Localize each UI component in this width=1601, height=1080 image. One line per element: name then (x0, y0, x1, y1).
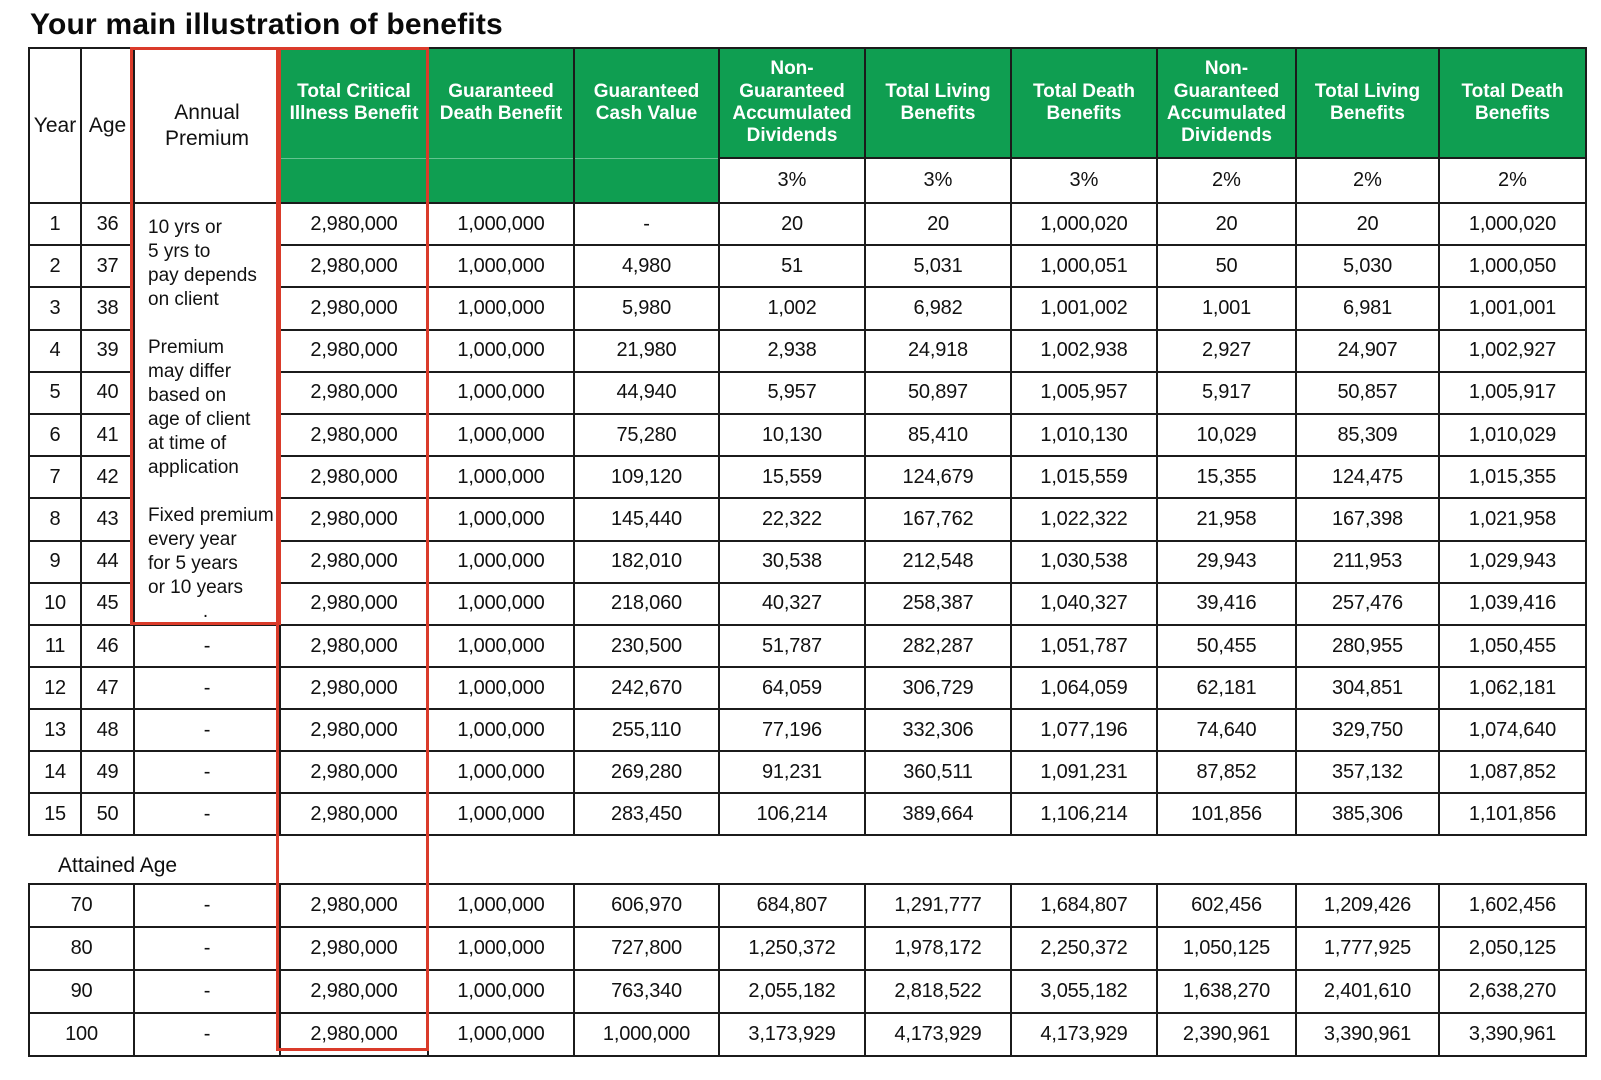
value-cell: 1,777,925 (1296, 927, 1439, 970)
header-row (29, 48, 1586, 158)
value-cell: 606,970 (574, 884, 719, 927)
value-cell: 3,390,961 (1296, 1013, 1439, 1056)
value-cell: 2,980,000 (280, 709, 428, 751)
value-cell: 727,800 (574, 927, 719, 970)
value-cell: 385,306 (1296, 793, 1439, 835)
value-cell: 124,679 (865, 456, 1011, 498)
value-cell: 40,327 (719, 583, 865, 625)
year-cell: 7 (29, 456, 81, 498)
value-cell: 3,055,182 (1011, 970, 1157, 1013)
value-cell: 50,897 (865, 372, 1011, 414)
value-cell: 1,101,856 (1439, 793, 1586, 835)
value-cell: 280,955 (1296, 625, 1439, 667)
age-cell: 49 (81, 751, 134, 793)
table-row (29, 1013, 1586, 1056)
value-cell: 2,818,522 (865, 970, 1011, 1013)
value-cell: 1,091,231 (1011, 751, 1157, 793)
value-cell: 3,390,961 (1439, 1013, 1586, 1056)
year-cell: 15 (29, 793, 81, 835)
column-header-non-guaranteed-dividends-3pct: Non-Guaranteed Accumulated Dividends (719, 48, 865, 158)
value-cell: 15,559 (719, 456, 865, 498)
year-cell: 12 (29, 667, 81, 709)
value-cell: 2,980,000 (280, 583, 428, 625)
value-cell: 2,980,000 (280, 884, 428, 927)
value-cell: 87,852 (1157, 751, 1296, 793)
column-header-annual-premium: Annual Premium (134, 48, 280, 203)
value-cell: 50 (1157, 245, 1296, 287)
value-cell: 51,787 (719, 625, 865, 667)
rate-cell: 2% (1157, 158, 1296, 203)
table-row (29, 709, 1586, 751)
value-cell: 1,000,000 (428, 541, 574, 583)
value-cell: 2,980,000 (280, 330, 428, 372)
premium-note-line: 10 yrs or (148, 217, 222, 238)
premium-note-line: Fixed premium (148, 505, 274, 526)
main-benefits-table (28, 47, 1587, 836)
value-cell: 1,602,456 (1439, 884, 1586, 927)
value-cell: 145,440 (574, 498, 719, 540)
premium-note-line: age of client (148, 409, 251, 430)
value-cell: 1,087,852 (1439, 751, 1586, 793)
column-header-guaranteed-cash-value: Guaranteed Cash Value (574, 48, 719, 158)
premium-cell: - (134, 751, 280, 793)
value-cell: 1,000,020 (1011, 203, 1157, 245)
value-cell: 242,670 (574, 667, 719, 709)
age-cell: 38 (81, 287, 134, 329)
age-cell: 36 (81, 203, 134, 245)
value-cell: 1,015,355 (1439, 456, 1586, 498)
value-cell: 30,538 (719, 541, 865, 583)
value-cell: 20 (865, 203, 1011, 245)
page-title: Your main illustration of benefits (30, 8, 503, 41)
rate-cell-blank (280, 158, 428, 203)
premium-note-line: on client (148, 289, 219, 310)
value-cell: 258,387 (865, 583, 1011, 625)
value-cell: - (574, 203, 719, 245)
premium-note-line: or 10 years (148, 577, 244, 598)
year-cell: 11 (29, 625, 81, 667)
value-cell: 124,475 (1296, 456, 1439, 498)
year-cell: 3 (29, 287, 81, 329)
column-header-total-living-benefits-2pct: Total Living Benefits (1296, 48, 1439, 158)
year-cell: 14 (29, 751, 81, 793)
value-cell: 2,980,000 (280, 793, 428, 835)
premium-note-line: 5 yrs to (148, 241, 211, 262)
value-cell: 1,638,270 (1157, 970, 1296, 1013)
column-header-total-living-benefits-3pct: Total Living Benefits (865, 48, 1011, 158)
value-cell: 2,980,000 (280, 498, 428, 540)
value-cell: 257,476 (1296, 583, 1439, 625)
value-cell: 15,355 (1157, 456, 1296, 498)
value-cell: 85,410 (865, 414, 1011, 456)
benefits-illustration (28, 47, 1585, 1057)
premium-note-cell (134, 203, 280, 625)
age-cell: 42 (81, 456, 134, 498)
table-row (29, 884, 1586, 927)
value-cell: 1,000,000 (428, 498, 574, 540)
rate-cell: 3% (1011, 158, 1157, 203)
value-cell: 306,729 (865, 667, 1011, 709)
column-header-total-critical-illness-benefit: Total Critical Illness Benefit (280, 48, 428, 158)
value-cell: 2,980,000 (280, 751, 428, 793)
year-cell: 13 (29, 709, 81, 751)
premium-note-line: every year (148, 529, 237, 550)
attained-age-label: Attained Age (58, 854, 178, 877)
value-cell: 212,548 (865, 541, 1011, 583)
value-cell: 85,309 (1296, 414, 1439, 456)
value-cell: 2,980,000 (280, 245, 428, 287)
value-cell: 1,978,172 (865, 927, 1011, 970)
premium-cell: - (134, 927, 280, 970)
value-cell: 50,857 (1296, 372, 1439, 414)
value-cell: 1,000,000 (428, 884, 574, 927)
rate-cell-blank (428, 158, 574, 203)
column-header-total-death-benefits-3pct: Total Death Benefits (1011, 48, 1157, 158)
premium-note-line: for 5 years (148, 553, 238, 574)
value-cell: 10,029 (1157, 414, 1296, 456)
table-row (29, 667, 1586, 709)
table-row (29, 625, 1586, 667)
value-cell: 1,010,130 (1011, 414, 1157, 456)
value-cell: 1,291,777 (865, 884, 1011, 927)
table-header (29, 48, 1586, 203)
value-cell: 2,980,000 (280, 667, 428, 709)
value-cell: 1,000,000 (428, 414, 574, 456)
value-cell: 2,980,000 (280, 970, 428, 1013)
value-cell: 389,664 (865, 793, 1011, 835)
premium-note-line: may differ (148, 361, 232, 382)
column-header-total-death-benefits-2pct: Total Death Benefits (1439, 48, 1586, 158)
value-cell: 2,390,961 (1157, 1013, 1296, 1056)
value-cell: 269,280 (574, 751, 719, 793)
value-cell: 51 (719, 245, 865, 287)
premium-note-line: at time of (148, 433, 227, 454)
value-cell: 1,002,927 (1439, 330, 1586, 372)
value-cell: 218,060 (574, 583, 719, 625)
value-cell: 684,807 (719, 884, 865, 927)
attained-age-cell: 100 (29, 1013, 134, 1056)
value-cell: 2,980,000 (280, 541, 428, 583)
value-cell: 29,943 (1157, 541, 1296, 583)
value-cell: 1,021,958 (1439, 498, 1586, 540)
age-cell: 39 (81, 330, 134, 372)
value-cell: 1,000,000 (428, 203, 574, 245)
value-cell: 329,750 (1296, 709, 1439, 751)
value-cell: 167,398 (1296, 498, 1439, 540)
value-cell: 360,511 (865, 751, 1011, 793)
table-row (29, 203, 1586, 245)
age-cell: 45 (81, 583, 134, 625)
value-cell: 1,050,125 (1157, 927, 1296, 970)
age-cell: 43 (81, 498, 134, 540)
premium-cell: - (134, 970, 280, 1013)
value-cell: 1,010,029 (1439, 414, 1586, 456)
value-cell: 2,250,372 (1011, 927, 1157, 970)
main-table-body (29, 203, 1586, 835)
premium-cell: - (134, 709, 280, 751)
value-cell: 6,981 (1296, 287, 1439, 329)
value-cell: 1,015,559 (1011, 456, 1157, 498)
value-cell: 1,062,181 (1439, 667, 1586, 709)
value-cell: 20 (719, 203, 865, 245)
value-cell: 50,455 (1157, 625, 1296, 667)
attained-age-cell: 90 (29, 970, 134, 1013)
age-cell: 47 (81, 667, 134, 709)
value-cell: 2,980,000 (280, 1013, 428, 1056)
value-cell: 74,640 (1157, 709, 1296, 751)
premium-note-line: based on (148, 385, 227, 406)
value-cell: 4,980 (574, 245, 719, 287)
value-cell: 2,938 (719, 330, 865, 372)
value-cell: 77,196 (719, 709, 865, 751)
value-cell: 2,980,000 (280, 414, 428, 456)
value-cell: 1,001,001 (1439, 287, 1586, 329)
value-cell: 6,982 (865, 287, 1011, 329)
value-cell: 1,250,372 (719, 927, 865, 970)
rate-cell: 2% (1439, 158, 1586, 203)
value-cell: 1,000,050 (1439, 245, 1586, 287)
value-cell: 1,684,807 (1011, 884, 1157, 927)
value-cell: 1,000,000 (428, 372, 574, 414)
value-cell: 1,000,000 (428, 625, 574, 667)
value-cell: 1,040,327 (1011, 583, 1157, 625)
premium-note-line: Premium (148, 337, 225, 358)
value-cell: 44,940 (574, 372, 719, 414)
value-cell: 1,000,000 (428, 793, 574, 835)
value-cell: 1,000,000 (428, 245, 574, 287)
attained-age-cell: 80 (29, 927, 134, 970)
year-cell: 10 (29, 583, 81, 625)
rate-cell-blank (574, 158, 719, 203)
age-cell: 41 (81, 414, 134, 456)
age-cell: 37 (81, 245, 134, 287)
value-cell: 1,000,000 (428, 330, 574, 372)
rate-cell: 3% (719, 158, 865, 203)
value-cell: 21,958 (1157, 498, 1296, 540)
column-header-year: Year (29, 48, 81, 203)
value-cell: 211,953 (1296, 541, 1439, 583)
value-cell: 1,029,943 (1439, 541, 1586, 583)
year-cell: 9 (29, 541, 81, 583)
value-cell: 1,000,000 (574, 1013, 719, 1056)
value-cell: 20 (1296, 203, 1439, 245)
attained-age-table (28, 883, 1587, 1057)
value-cell: 1,001 (1157, 287, 1296, 329)
value-cell: 91,231 (719, 751, 865, 793)
table-row (29, 793, 1586, 835)
value-cell: 3,173,929 (719, 1013, 865, 1056)
value-cell: 5,980 (574, 287, 719, 329)
column-header-guaranteed-death-benefit: Guaranteed Death Benefit (428, 48, 574, 158)
year-cell: 1 (29, 203, 81, 245)
value-cell: 1,000,000 (428, 1013, 574, 1056)
age-cell: 40 (81, 372, 134, 414)
value-cell: 1,022,322 (1011, 498, 1157, 540)
value-cell: 1,000,000 (428, 709, 574, 751)
premium-cell: - (134, 667, 280, 709)
year-cell: 8 (29, 498, 81, 540)
value-cell: 1,039,416 (1439, 583, 1586, 625)
value-cell: 255,110 (574, 709, 719, 751)
value-cell: 75,280 (574, 414, 719, 456)
value-cell: 5,030 (1296, 245, 1439, 287)
year-cell: 5 (29, 372, 81, 414)
value-cell: 763,340 (574, 970, 719, 1013)
premium-cell: - (134, 1013, 280, 1056)
value-cell: 1,106,214 (1011, 793, 1157, 835)
premium-note-line: application (148, 457, 239, 478)
year-cell: 6 (29, 414, 81, 456)
value-cell: 1,000,051 (1011, 245, 1157, 287)
value-cell: 2,055,182 (719, 970, 865, 1013)
value-cell: 2,980,000 (280, 203, 428, 245)
value-cell: 4,173,929 (865, 1013, 1011, 1056)
value-cell: 109,120 (574, 456, 719, 498)
value-cell: 24,907 (1296, 330, 1439, 372)
value-cell: 1,050,455 (1439, 625, 1586, 667)
age-cell: 46 (81, 625, 134, 667)
value-cell: 2,927 (1157, 330, 1296, 372)
value-cell: 1,051,787 (1011, 625, 1157, 667)
attained-table-body (29, 884, 1586, 1056)
value-cell: 24,918 (865, 330, 1011, 372)
value-cell: 357,132 (1296, 751, 1439, 793)
value-cell: 182,010 (574, 541, 719, 583)
value-cell: 1,001,002 (1011, 287, 1157, 329)
value-cell: 39,416 (1157, 583, 1296, 625)
table-row (29, 970, 1586, 1013)
value-cell: 2,980,000 (280, 287, 428, 329)
value-cell: 106,214 (719, 793, 865, 835)
value-cell: 1,000,000 (428, 287, 574, 329)
value-cell: 2,980,000 (280, 372, 428, 414)
table-row (29, 751, 1586, 793)
value-cell: 2,980,000 (280, 456, 428, 498)
value-cell: 4,173,929 (1011, 1013, 1157, 1056)
value-cell: 2,050,125 (1439, 927, 1586, 970)
premium-cell: - (134, 884, 280, 927)
value-cell: 304,851 (1296, 667, 1439, 709)
premium-note-line (148, 312, 277, 336)
value-cell: 2,980,000 (280, 625, 428, 667)
value-cell: 5,917 (1157, 372, 1296, 414)
year-cell: 4 (29, 330, 81, 372)
value-cell: 167,762 (865, 498, 1011, 540)
value-cell: 283,450 (574, 793, 719, 835)
value-cell: 20 (1157, 203, 1296, 245)
value-cell: 1,030,538 (1011, 541, 1157, 583)
value-cell: 1,005,957 (1011, 372, 1157, 414)
year-cell: 2 (29, 245, 81, 287)
value-cell: 2,638,270 (1439, 970, 1586, 1013)
value-cell: 1,000,000 (428, 751, 574, 793)
value-cell: 282,287 (865, 625, 1011, 667)
premium-note-line: pay depends (148, 265, 257, 286)
premium-cell: - (134, 793, 280, 835)
premium-note-line: . (202, 601, 209, 622)
premium-cell: - (134, 625, 280, 667)
attained-age-cell: 70 (29, 884, 134, 927)
value-cell: 1,074,640 (1439, 709, 1586, 751)
value-cell: 2,980,000 (280, 927, 428, 970)
rate-cell: 2% (1296, 158, 1439, 203)
table-row (29, 927, 1586, 970)
column-header-age: Age (81, 48, 134, 203)
value-cell: 602,456 (1157, 884, 1296, 927)
value-cell: 1,064,059 (1011, 667, 1157, 709)
value-cell: 1,000,000 (428, 667, 574, 709)
value-cell: 1,005,917 (1439, 372, 1586, 414)
value-cell: 64,059 (719, 667, 865, 709)
value-cell: 1,000,000 (428, 970, 574, 1013)
value-cell: 22,322 (719, 498, 865, 540)
value-cell: 1,002,938 (1011, 330, 1157, 372)
value-cell: 230,500 (574, 625, 719, 667)
value-cell: 1,077,196 (1011, 709, 1157, 751)
age-cell: 50 (81, 793, 134, 835)
value-cell: 10,130 (719, 414, 865, 456)
value-cell: 21,980 (574, 330, 719, 372)
age-cell: 44 (81, 541, 134, 583)
value-cell: 1,000,000 (428, 583, 574, 625)
value-cell: 5,031 (865, 245, 1011, 287)
column-header-non-guaranteed-dividends-2pct: Non-Guaranteed Accumulated Dividends (1157, 48, 1296, 158)
premium-note-line (148, 480, 277, 504)
value-cell: 101,856 (1157, 793, 1296, 835)
value-cell: 2,401,610 (1296, 970, 1439, 1013)
value-cell: 62,181 (1157, 667, 1296, 709)
value-cell: 1,002 (719, 287, 865, 329)
value-cell: 5,957 (719, 372, 865, 414)
rate-cell: 3% (865, 158, 1011, 203)
value-cell: 1,209,426 (1296, 884, 1439, 927)
age-cell: 48 (81, 709, 134, 751)
value-cell: 1,000,000 (428, 456, 574, 498)
value-cell: 332,306 (865, 709, 1011, 751)
value-cell: 1,000,000 (428, 927, 574, 970)
value-cell: 1,000,020 (1439, 203, 1586, 245)
